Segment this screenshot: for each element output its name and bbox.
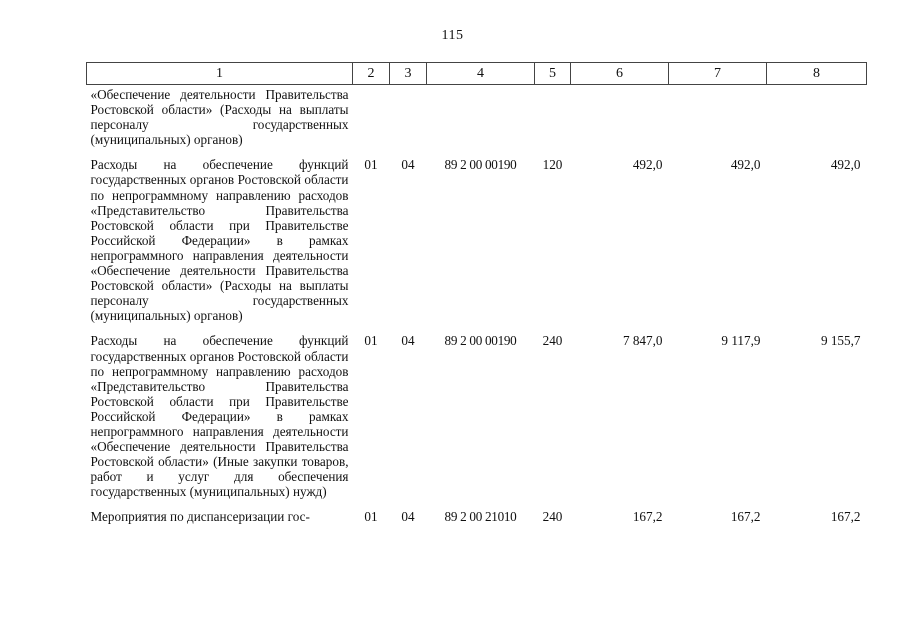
row-amount-year2: 492,0 xyxy=(730,157,761,173)
row-section: 01 xyxy=(364,509,378,525)
row-subsection: 04 xyxy=(401,333,415,349)
column-header-6: 6 xyxy=(571,63,669,85)
row-expense-type: 240 xyxy=(542,509,563,525)
row-amount-year3: 9 155,7 xyxy=(820,333,861,349)
row-section xyxy=(353,85,390,158)
row-amount-year1: 492,0 xyxy=(632,157,663,173)
row-section: 01 xyxy=(364,157,378,173)
column-header-8: 8 xyxy=(767,63,867,85)
row-amount-year3: 167,2 xyxy=(830,509,861,525)
page-number: 115 xyxy=(441,28,464,43)
row-section: 01 xyxy=(364,333,378,349)
row-amount-year2 xyxy=(669,85,767,158)
row-target-article: 89 2 00 00190 xyxy=(444,333,517,349)
row-description: «Обеспечение деятельности Правительства Ростовской области» (Расходы на выплаты персоналу государственных (муниципальных) органов) xyxy=(90,87,349,148)
budget-table xyxy=(86,62,867,535)
row-expense-type: 120 xyxy=(542,157,563,173)
row-expense-type: 240 xyxy=(542,333,563,349)
column-header-3: 3 xyxy=(390,63,427,85)
row-amount-year3: 492,0 xyxy=(830,157,861,173)
row-description: Мероприятия по диспансеризации гос- xyxy=(90,509,310,525)
column-header-1: 1 xyxy=(87,63,353,85)
row-target-article xyxy=(427,85,535,158)
column-header-4: 4 xyxy=(427,63,535,85)
row-expense-type xyxy=(535,85,571,158)
row-description: Расходы на обеспечение функций государственных органов Ростовской области по непрограммному направлению расходов «Представительство Правительства Ростовской области при Правительстве Российской Федерации» в рамках непрограммного направления деятельности «Обеспечение деятельности Правительства Ростовской области» (Расходы на выплаты персоналу государственных (муниципальных) органов) xyxy=(90,157,349,324)
row-amount-year3 xyxy=(767,85,867,158)
row-subsection xyxy=(390,85,427,158)
row-amount-year2: 167,2 xyxy=(730,509,761,525)
row-description: Расходы на обеспечение функций государственных органов Ростовской области по непрограммному направлению расходов «Представительство Правительства Ростовской области при Правительстве Российской Федерации» в рамках непрограммного направления деятельности «Обеспечение деятельности Правительства Ростовской области» (Иные закупки товаров, работ и услуг для обеспечения государственных (муниципальных) нужд) xyxy=(90,333,349,500)
column-header-7: 7 xyxy=(669,63,767,85)
table-row xyxy=(87,85,867,158)
table-row xyxy=(87,157,867,333)
table-row xyxy=(87,333,867,509)
header-row xyxy=(87,63,867,85)
table-row xyxy=(87,509,867,534)
row-amount-year1 xyxy=(571,85,669,158)
row-amount-year2: 9 117,9 xyxy=(721,333,761,349)
row-amount-year1: 7 847,0 xyxy=(622,333,663,349)
row-subsection: 04 xyxy=(401,157,415,173)
row-amount-year1: 167,2 xyxy=(632,509,663,525)
column-header-2: 2 xyxy=(353,63,390,85)
row-target-article: 89 2 00 21010 xyxy=(444,509,517,525)
row-subsection: 04 xyxy=(401,509,415,525)
row-target-article: 89 2 00 00190 xyxy=(444,157,517,173)
column-header-5: 5 xyxy=(535,63,571,85)
